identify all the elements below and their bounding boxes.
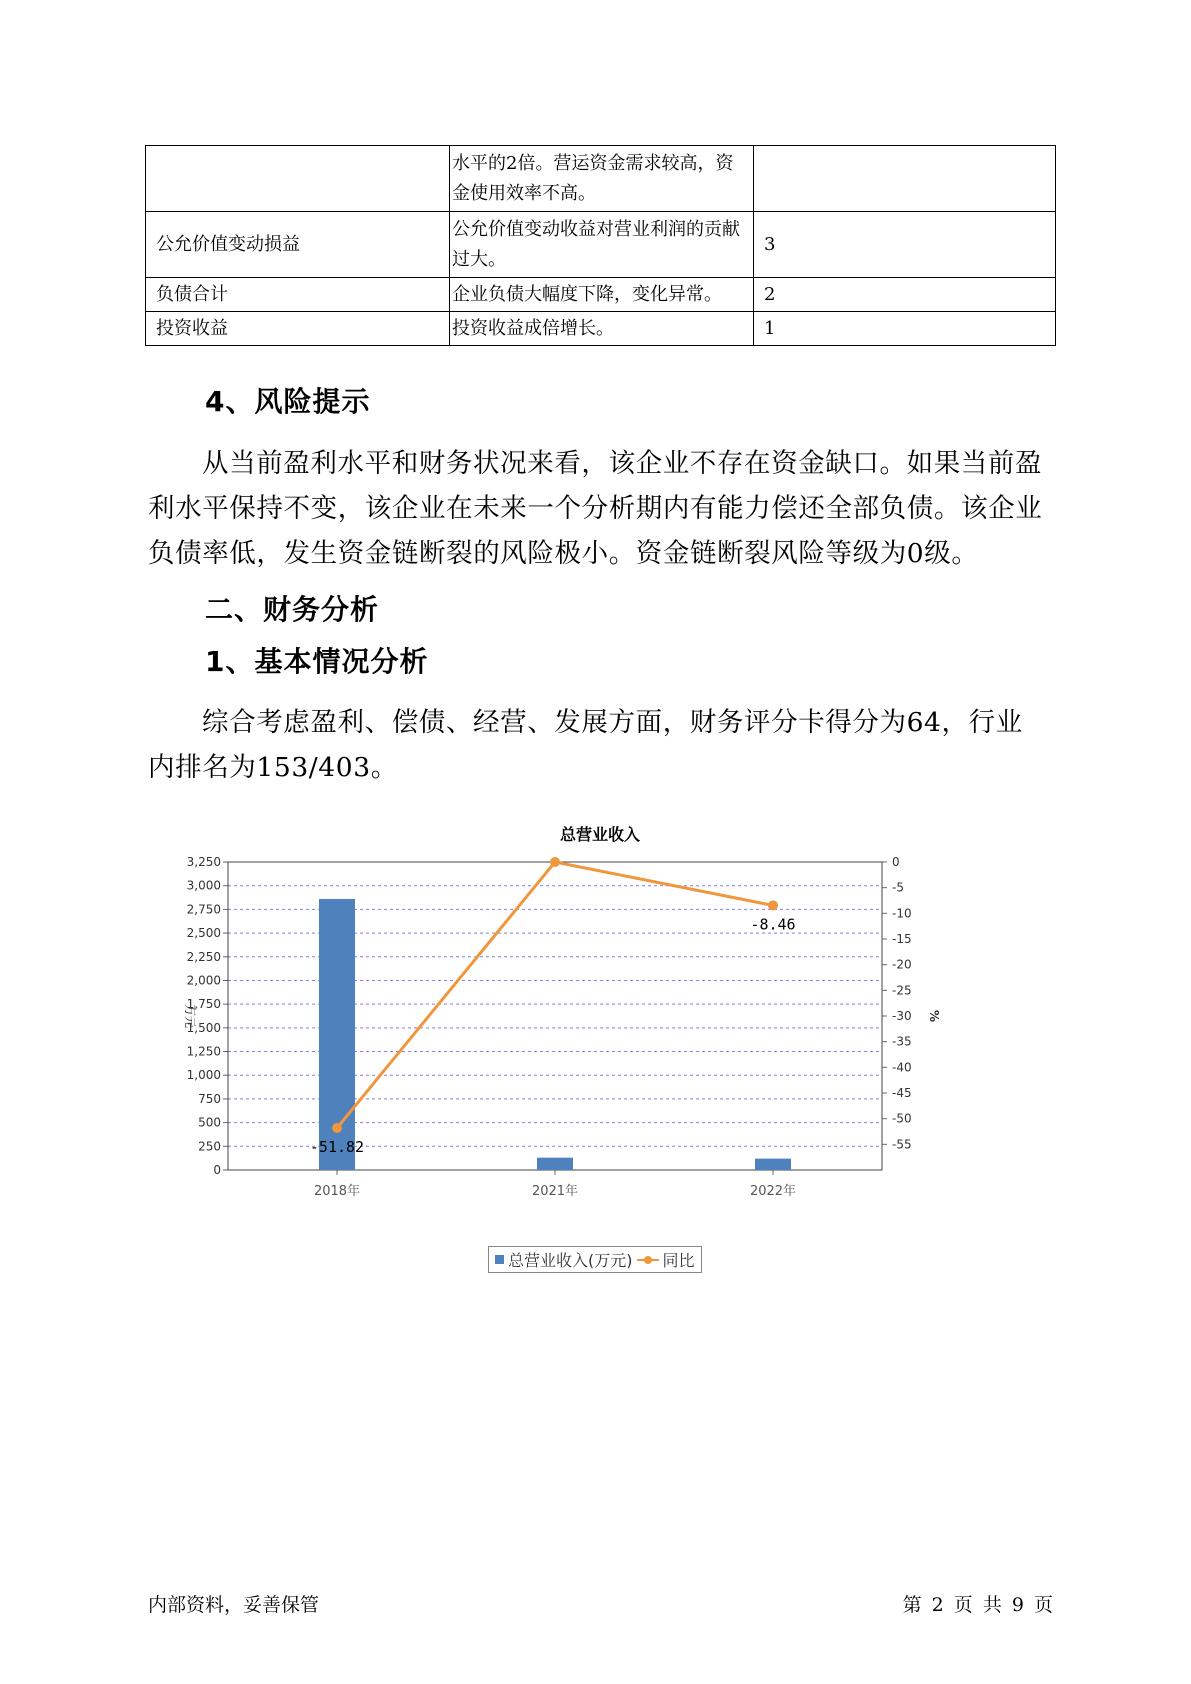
y-tick-label: 1,500 bbox=[186, 1020, 221, 1035]
yoy-point bbox=[332, 1123, 342, 1133]
legend-bar-swatch bbox=[495, 1255, 504, 1264]
y2-tick-label: 0 bbox=[892, 855, 900, 869]
y2-tick-label: -10 bbox=[892, 906, 912, 921]
risk-table bbox=[145, 145, 1056, 346]
risk-paragraph bbox=[148, 441, 1048, 576]
y2-tick-label: -55 bbox=[892, 1137, 912, 1152]
table-cell-desc: 企业负债大幅度下降，变化异常。 bbox=[450, 278, 754, 312]
revenue-bar bbox=[755, 1159, 791, 1170]
table-cell-level: 1 bbox=[754, 312, 1056, 346]
yoy-data-label: -51.82 bbox=[309, 1138, 365, 1157]
x-tick-label: 2021年 bbox=[531, 1184, 579, 1199]
footer-note: 内部资料，妥善保管 bbox=[148, 1594, 320, 1616]
financial-paragraph bbox=[148, 700, 1048, 790]
section-heading-risk: 4、风险提示 bbox=[205, 385, 371, 418]
section-subheading-basic: 1、基本情况分析 bbox=[205, 645, 429, 678]
chart-legend[interactable] bbox=[488, 1246, 702, 1273]
y2-tick-label: -15 bbox=[892, 932, 912, 946]
y2-tick-label: -45 bbox=[892, 1086, 912, 1100]
y-tick-label: 1,250 bbox=[186, 1044, 221, 1059]
yoy-data-label: -8.46 bbox=[750, 915, 796, 934]
y-tick-label: 2,250 bbox=[186, 949, 221, 964]
yoy-point bbox=[550, 857, 560, 867]
risk-paragraph-text: 从当前盈利水平和财务状况来看，该企业不存在资金缺口。如果当前盈利水平保持不变，该企业在未来一个分析期内有能力偿还全部负债。该企业负债率低，发生资金链断裂的风险极小。资金链断裂风险等级为0级。 bbox=[148, 448, 1043, 569]
x-tick-label: 2022年 bbox=[749, 1184, 797, 1199]
y-tick-label: 3,000 bbox=[186, 878, 221, 893]
y2-tick-label: -20 bbox=[892, 957, 912, 972]
section-heading-financial: 二、财务分析 bbox=[205, 593, 380, 626]
table-cell-desc: 投资收益成倍增长。 bbox=[450, 312, 754, 346]
y2-tick-label: -40 bbox=[892, 1060, 912, 1075]
table-cell-item: 负债合计 bbox=[146, 278, 450, 312]
table-cell-item bbox=[146, 146, 450, 212]
y2-tick-label: -50 bbox=[892, 1111, 912, 1126]
y2-axis-title: % bbox=[927, 1009, 941, 1023]
y-tick-label: 500 bbox=[198, 1115, 221, 1130]
legend-line-swatch bbox=[637, 1255, 659, 1265]
y-tick-label: 2,500 bbox=[186, 926, 221, 941]
yoy-line bbox=[337, 862, 773, 1128]
table-cell-item: 投资收益 bbox=[146, 312, 450, 346]
y-tick-label: 2,000 bbox=[186, 973, 221, 988]
y-tick-label: 2,750 bbox=[186, 902, 221, 917]
y2-tick-label: -35 bbox=[892, 1034, 912, 1049]
y-tick-label: 1,000 bbox=[186, 1068, 221, 1083]
table-cell-level: 3 bbox=[754, 212, 1056, 278]
y-tick-label: 1,750 bbox=[186, 997, 221, 1012]
y-tick-label: 750 bbox=[198, 1091, 221, 1106]
y2-tick-label: -30 bbox=[892, 1009, 912, 1023]
revenue-chart bbox=[170, 808, 1030, 1278]
table-cell-desc: 水平的2倍。营运资金需求较高，资金使用效率不高。 bbox=[450, 146, 754, 212]
yoy-point bbox=[768, 900, 778, 910]
legend-bar-label: 总营业收入(万元) bbox=[508, 1251, 633, 1270]
table-cell-level: 2 bbox=[754, 278, 1056, 312]
x-tick-label: 2018年 bbox=[313, 1184, 361, 1199]
financial-paragraph-text: 综合考虑盈利、偿债、经营、发展方面，财务评分卡得分为64，行业内排名为153/403。 bbox=[148, 707, 1023, 783]
chart-canvas bbox=[170, 808, 1030, 1278]
chart-title: 总营业收入 bbox=[559, 825, 640, 844]
y-tick-label: 0 bbox=[213, 1163, 221, 1177]
legend-line-label: 同比 bbox=[662, 1251, 695, 1270]
page-number: 第 2 页 共 9 页 bbox=[902, 1594, 1053, 1616]
y2-tick-label: -25 bbox=[892, 983, 912, 998]
table-row bbox=[146, 278, 1056, 312]
revenue-bar bbox=[537, 1158, 573, 1170]
y2-tick-label: -5 bbox=[892, 880, 904, 895]
table-row bbox=[146, 312, 1056, 346]
y-tick-label: 3,250 bbox=[186, 855, 221, 869]
table-cell-item: 公允价值变动损益 bbox=[146, 212, 450, 278]
y-axis-title: 万元 bbox=[183, 1003, 197, 1029]
y-tick-label: 250 bbox=[198, 1139, 221, 1154]
table-cell-desc: 公允价值变动收益对营业利润的贡献过大。 bbox=[450, 212, 754, 278]
table-row bbox=[146, 146, 1056, 212]
table-cell-level bbox=[754, 146, 1056, 212]
table-row bbox=[146, 212, 1056, 278]
